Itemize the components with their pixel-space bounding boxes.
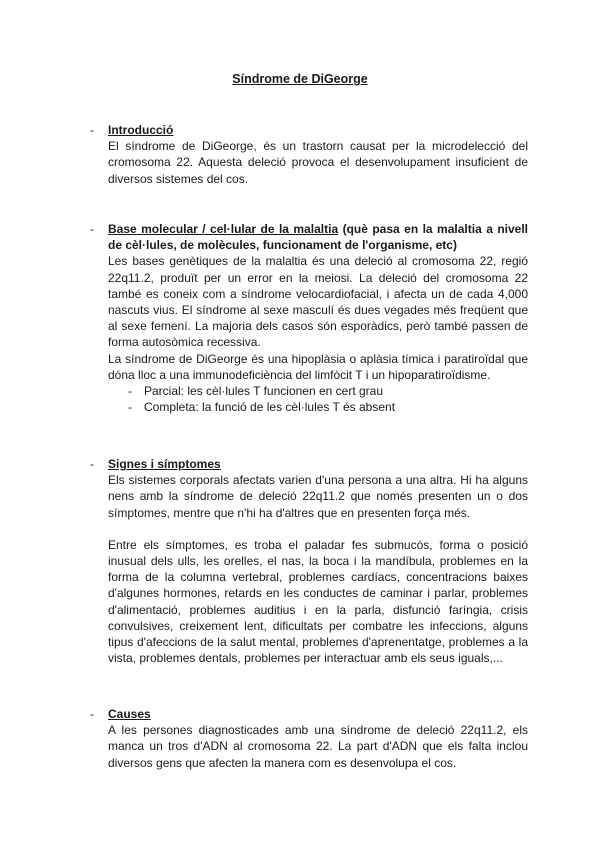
section-paragraph: Els sistemes corporals afectats varien d'una persona a una altra. Hi ha alguns nens amb la síndrome de deleció 22q11.2 que només presenten un o dos símptomes, mentre que n'hi ha d'altres que en presenten força més. xyxy=(108,473,528,520)
section-body xyxy=(108,221,528,415)
section-paragraph: Entre els símptomes, es troba el paladar fes submucós, forma o posició inusual dels ulls, les orelles, el nas, la boca i la mandíbula, problemes en la forma de la columna vertebral, problemes cardíacs, concentracions baixes d'algunes hormones, retards en les conductes de caminar i parlar, problemes d'alimentació, problemes auditius i en la parla, disfunció faríngia, crisis convulsives, creixement lent, dificultats per combatre les infeccions, alguns tipus d'afeccions de la salut mental, problemes d'aprenentatge, problemes a la vista, problemes dentals, problemes per interactuar amb els seus iguals,... xyxy=(108,537,528,666)
sub-bullet: - xyxy=(128,400,132,415)
section-paragraph: El síndrome de DiGeorge, és un trastorn causat per la microdelecció del cromosoma 22. Aquesta deleció provoca el desenvolupament insuficient de diversos sistemes del cos. xyxy=(108,139,528,186)
section-heading: Causes xyxy=(108,707,151,721)
section-heading: Signes i símptomes xyxy=(108,457,221,471)
section-paragraph: La síndrome de DiGeorge és una hipoplàsia o aplàsia tímica i paratiroïdal que dóna lloc a una immunodeficiència del limfòcit T i un hipoparatiroïdisme. xyxy=(108,351,528,382)
section-bullet: - xyxy=(90,707,94,721)
section-bullet: - xyxy=(90,123,94,137)
section-heading-block xyxy=(108,221,528,253)
page-title: Síndrome de DiGeorge xyxy=(232,72,368,86)
section-body xyxy=(108,122,528,187)
sub-bullet: - xyxy=(128,384,132,399)
section-heading: Introducció xyxy=(108,123,174,137)
section-bullet: - xyxy=(90,457,94,471)
list-item xyxy=(108,383,528,399)
list-item xyxy=(108,399,528,415)
section-heading-rest: (què pasa en la malaltia a nivell de cèl·lules, de molècules, funcionament de l'organisme, etc) xyxy=(108,222,528,253)
section-body xyxy=(108,706,528,771)
section-bullet: - xyxy=(90,222,94,236)
section-body xyxy=(108,456,528,666)
list-item-text: Parcial: les cèl·lules T funcionen en cert grau xyxy=(144,384,384,399)
list-item-text: Completa: la funció de les cèl·lules T és absent xyxy=(144,400,396,415)
section-paragraph: Les bases genètiques de la malaltia és una deleció al cromosoma 22, regió 22q11.2, produït per un error en la meiosi. La deleció del cromosoma 22 també es coneix com a síndrome velocardiofacial, i afecta un de cada 4,000 nascuts vius. El síndrome al sexe masculí és dues vegades més freqüent que al sexe femení. La majoria dels casos són esporàdics, però també passen de forma autosòmica recessiva. xyxy=(108,254,528,350)
section-paragraph: A les persones diagnosticades amb una síndrome de deleció 22q11.2, els manca un tros d'ADN al cromosoma 22. La part d'ADN que els falta inclou diversos gens que afecten la manera com es desenvolupa el cos. xyxy=(108,723,528,770)
section-heading: Base molecular / cel·lular de la malaltia xyxy=(108,222,339,236)
